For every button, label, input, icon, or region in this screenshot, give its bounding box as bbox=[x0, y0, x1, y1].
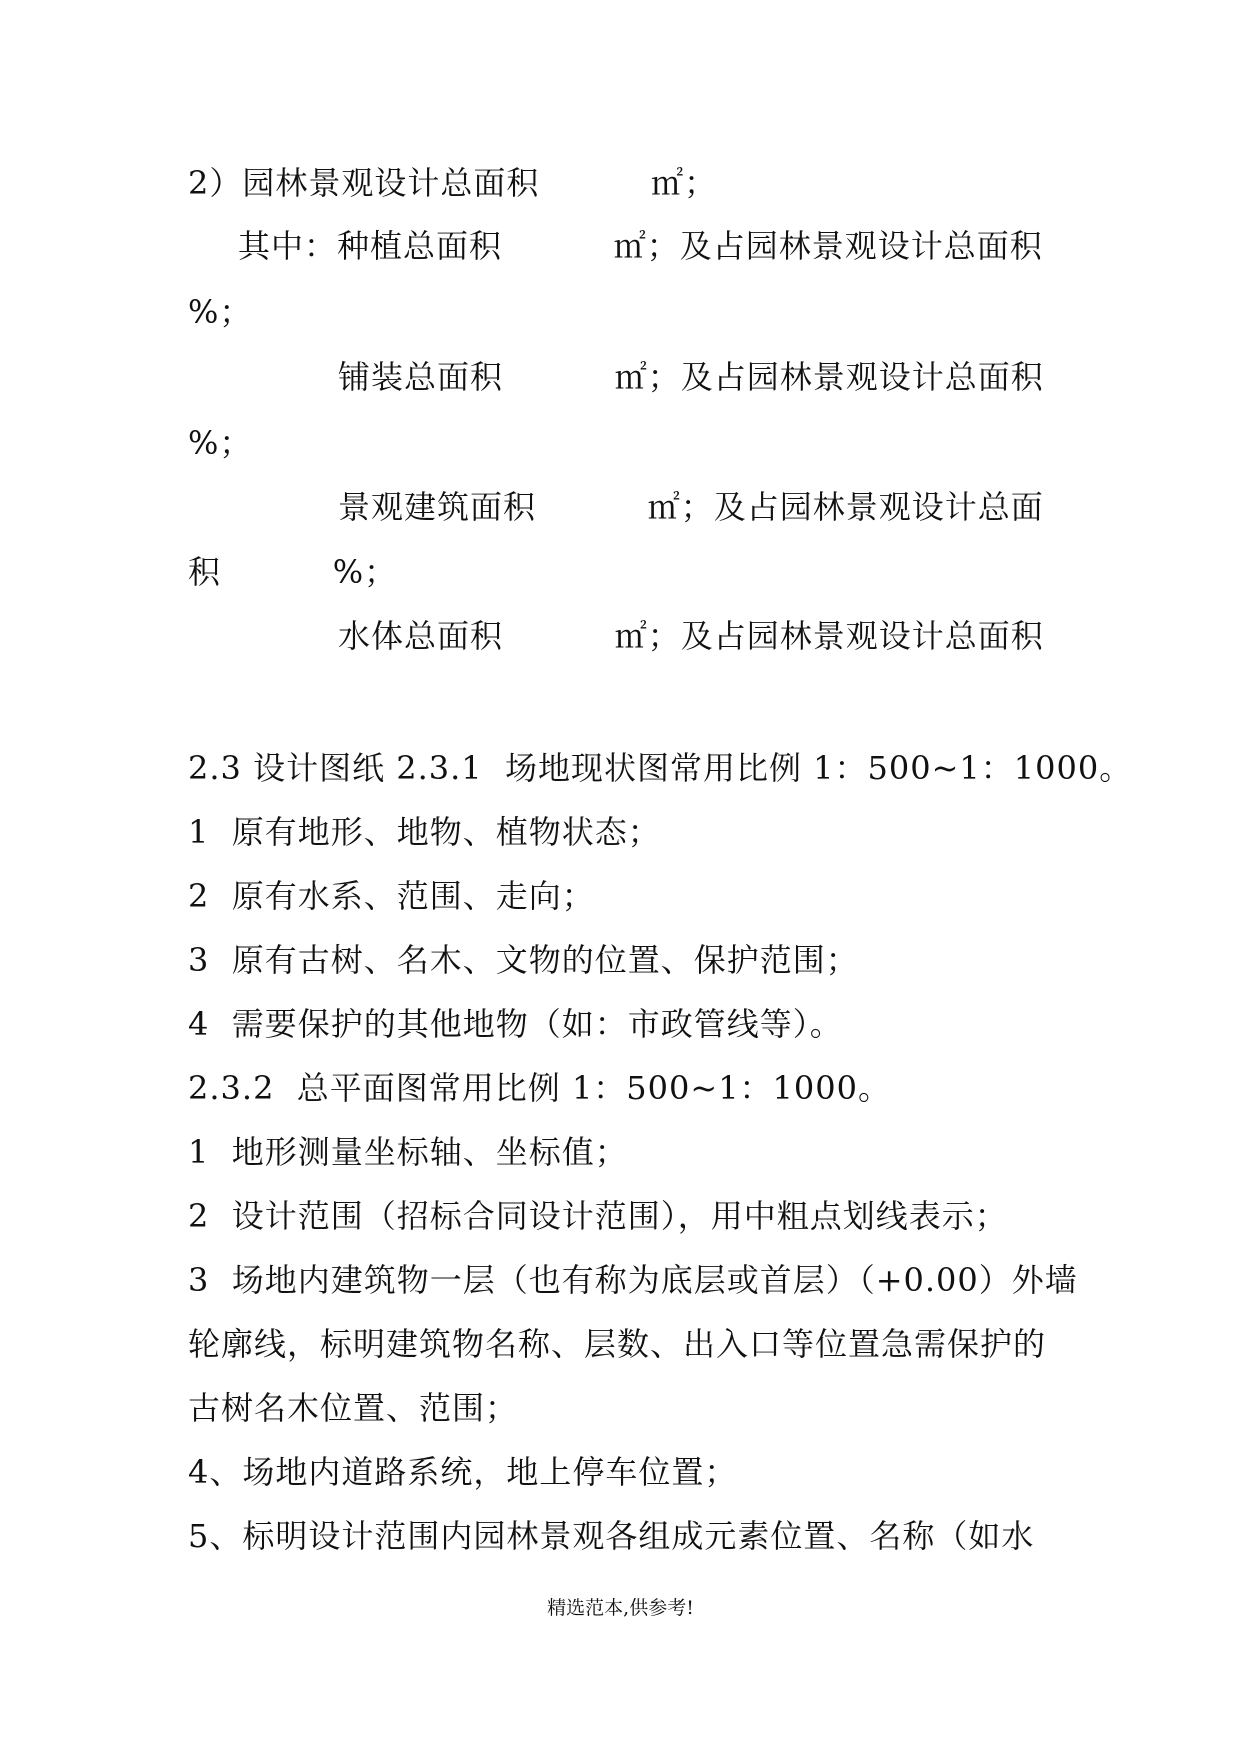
text-line-4: 铺装总面积 ㎡；及占园林景观设计总面积 bbox=[338, 358, 1044, 396]
text-line-20: 4、场地内道路系统，地上停车位置； bbox=[188, 1453, 738, 1491]
text-line-8: 水体总面积 ㎡；及占园林景观设计总面积 bbox=[338, 617, 1044, 655]
text-line-16: 2 设计范围（招标合同设计范围），用中粗点划线表示； bbox=[188, 1197, 1008, 1235]
text-line-1: 2）园林景观设计总面积 ㎡； bbox=[188, 164, 718, 202]
page-footer: 精选范本,供参考! bbox=[547, 1597, 694, 1619]
text-line-14: 2.3.2 总平面图常用比例 1：500~1：1000。 bbox=[188, 1069, 891, 1107]
text-line-13: 4 需要保护的其他地物（如：市政管线等）。 bbox=[188, 1005, 843, 1043]
text-line-10: 1 原有地形、地物、植物状态； bbox=[188, 813, 661, 851]
text-line-18: 轮廓线，标明建筑物名称、层数、出入口等位置急需保护的 bbox=[188, 1325, 1047, 1363]
text-line-17: 3 场地内建筑物一层（也有称为底层或首层）（+0.00）外墙 bbox=[188, 1261, 1078, 1299]
text-line-3: %； bbox=[188, 293, 253, 331]
text-line-15: 1 地形测量坐标轴、坐标值； bbox=[188, 1133, 628, 1171]
text-line-19: 古树名木位置、范围； bbox=[188, 1389, 519, 1427]
text-line-2: 其中：种植总面积 ㎡；及占园林景观设计总面积 bbox=[238, 227, 1043, 265]
text-line-5: %； bbox=[188, 424, 253, 462]
text-line-11: 2 原有水系、范围、走向； bbox=[188, 877, 595, 915]
text-line-7: 积 %； bbox=[188, 553, 398, 591]
text-line-21: 5、标明设计范围内园林景观各组成元素位置、名称（如水 bbox=[188, 1517, 1035, 1555]
text-line-9: 2.3 设计图纸 2.3.1 场地现状图常用比例 1：500~1：1000。 bbox=[188, 749, 1133, 787]
text-line-6: 景观建筑面积 ㎡；及占园林景观设计总面 bbox=[338, 488, 1044, 526]
text-line-12: 3 原有古树、名木、文物的位置、保护范围； bbox=[188, 941, 859, 979]
